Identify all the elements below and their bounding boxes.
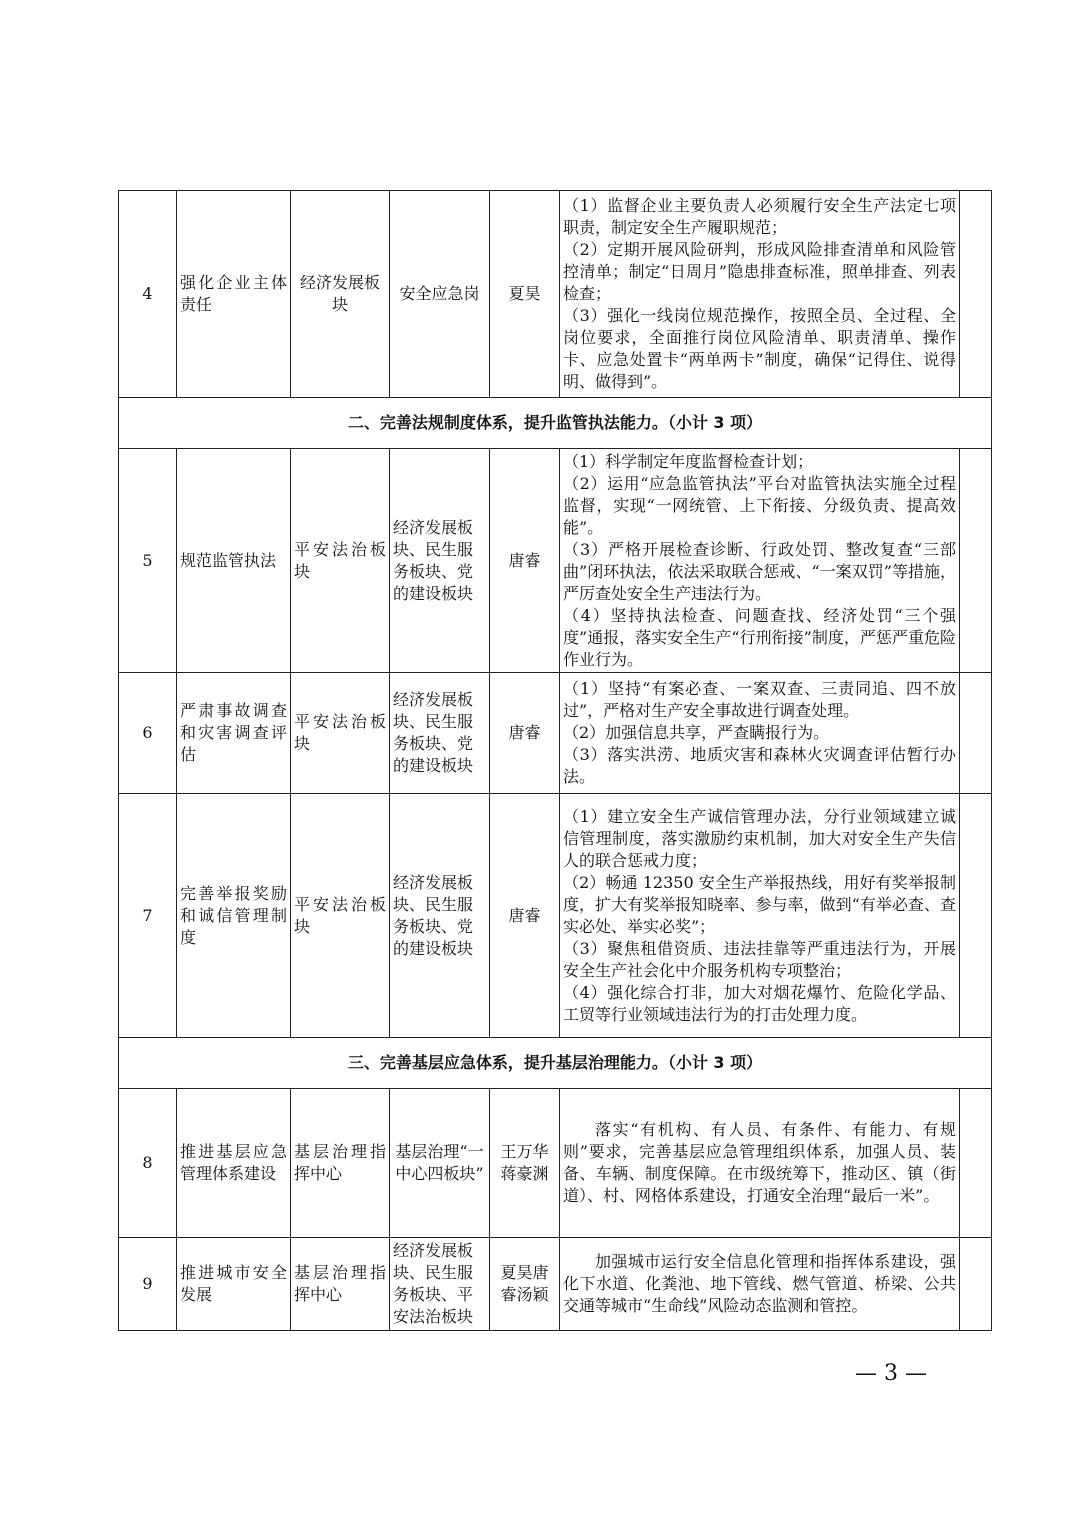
- responsible-dept: 经济发展板块、民生服务板块、党的建设板块: [390, 673, 490, 794]
- content-item: （1）坚持“有案必查、一案双查、三责同追、四不放过”，严格对生产安全事故进行调查处理。: [563, 679, 956, 720]
- table-row: [119, 673, 992, 794]
- responsible-person: 夏昊唐睿汤颖: [490, 1238, 560, 1331]
- responsible-dept: 安全应急岗: [390, 191, 490, 398]
- responsible-person: 夏昊: [490, 191, 560, 398]
- responsible-dept: 基层治理“一中心四板块”: [390, 1089, 490, 1238]
- task-name: 强化企业主体责任: [177, 191, 291, 398]
- page-number: — 3 —: [855, 1361, 927, 1386]
- lead-unit: 平安法治板块: [291, 673, 390, 794]
- responsible-person: 唐睿: [490, 449, 560, 673]
- responsible-dept: 经济发展板块、民生服务板块、平安法治板块: [390, 1238, 490, 1331]
- table-row: [119, 449, 992, 673]
- task-content: [560, 1089, 960, 1238]
- section-heading: 二、完善法规制度体系，提升监管执法能力。（小计 3 项）: [119, 398, 992, 449]
- section-heading-row: [119, 398, 992, 449]
- blank-cell: [960, 1238, 992, 1331]
- row-number: 7: [119, 794, 177, 1038]
- row-number: 8: [119, 1089, 177, 1238]
- lead-unit: 平安法治板块: [291, 449, 390, 673]
- row-number: 6: [119, 673, 177, 794]
- content-item: （1）建立安全生产诚信管理办法，分行业领域建立诚信管理制度，落实激励约束机制，加大对安全生产失信人的联合惩戒力度；: [563, 806, 956, 870]
- content-item: （1）监督企业主要负责人必须履行安全生产法定七项职责，制定安全生产履职规范；: [563, 196, 956, 237]
- content-item: （3）强化一线岗位规范操作，按照全员、全过程、全岗位要求，全面推行岗位风险清单、职责清单、操作卡、应急处置卡“两单两卡”制度，确保“记得住、说得明、做得到”。: [563, 306, 956, 391]
- content-item: （2）定期开展风险研判，形成风险排查清单和风险管控清单；制定“日周月”隐患排查标准，照单排查、列表检查；: [563, 240, 956, 303]
- lead-unit: 经济发展板块: [291, 191, 390, 398]
- task-content: [560, 1238, 960, 1331]
- section-heading-row: [119, 1038, 992, 1089]
- task-name: 规范监管执法: [177, 449, 291, 673]
- row-number: 9: [119, 1238, 177, 1331]
- task-table: [118, 190, 992, 1331]
- row-number: 4: [119, 191, 177, 398]
- content-item: （2）加强信息共享，严查瞒报行为。: [563, 723, 830, 742]
- table-row: [119, 1238, 992, 1331]
- blank-cell: [960, 191, 992, 398]
- blank-cell: [960, 1089, 992, 1238]
- content-item: （2）运用“应急监管执法”平台对监管执法实施全过程监督，实现“一网统管、上下衔接、分级负责、提高效能”。: [563, 473, 956, 537]
- content-item: （3）聚焦租借资质、违法挂靠等严重违法行为，开展安全生产社会化中介服务机构专项整治；: [563, 938, 956, 980]
- blank-cell: [960, 673, 992, 794]
- task-content: [560, 794, 960, 1038]
- content-item: （4）强化综合打非，加大对烟花爆竹、危险化学品、工贸等行业领域违法行为的打击处理力度。: [563, 982, 956, 1024]
- blank-cell: [960, 449, 992, 673]
- section-heading: 三、完善基层应急体系，提升基层治理能力。（小计 3 项）: [119, 1038, 992, 1089]
- content-item: 加强城市运行安全信息化管理和指挥体系建设，强化下水道、化粪池、地下管线、燃气管道、桥梁、公共交通等城市“生命线”风险动态监测和管控。: [563, 1252, 956, 1315]
- table-row: [119, 794, 992, 1038]
- responsible-dept: 经济发展板块、民生服务板块、党的建设板块: [390, 449, 490, 673]
- task-content: [560, 673, 960, 794]
- row-number: 5: [119, 449, 177, 673]
- table-row: [119, 191, 992, 398]
- content-item: （4）坚持执法检查、问题查找、经济处罚“三个强度”通报，落实安全生产“行刑衔接”制度，严惩严重危险作业行为。: [563, 605, 956, 669]
- lead-unit: 平安法治板块: [291, 794, 390, 1038]
- lead-unit: 基层治理指挥中心: [291, 1089, 390, 1238]
- content-item: （1）科学制定年度监督检查计划；: [563, 451, 814, 471]
- task-name: 完善举报奖励和诚信管理制度: [177, 794, 291, 1038]
- task-content: [560, 191, 960, 398]
- task-name: 推进基层应急管理体系建设: [177, 1089, 291, 1238]
- table-row: [119, 1089, 992, 1238]
- responsible-person: 唐睿: [490, 794, 560, 1038]
- content-item: （3）严格开展检查诊断、行政处罚、整改复查“三部曲”闭环执法，依法采取联合惩戒、“一案双罚”等措施，严厉查处安全生产违法行为。: [563, 539, 956, 603]
- blank-cell: [960, 794, 992, 1038]
- responsible-person: 唐睿: [490, 673, 560, 794]
- content-item: （3）落实洪涝、地质灾害和森林火灾调查评估暂行办法。: [563, 745, 956, 786]
- task-content: [560, 449, 960, 673]
- lead-unit: 基层治理指挥中心: [291, 1238, 390, 1331]
- task-name: 推进城市安全发展: [177, 1238, 291, 1331]
- task-name: 严肃事故调查和灾害调查评估: [177, 673, 291, 794]
- content-item: 落实“有机构、有人员、有条件、有能力、有规则”要求，完善基层应急管理组织体系，加强人员、装备、车辆、制度保障。在市级统筹下，推动区、镇（街道）、村、网格体系建设，打通安全治理“最后一米”。: [563, 1120, 956, 1205]
- responsible-person: 王万华蒋豪渊: [490, 1089, 560, 1238]
- content-item: （2）畅通 12350 安全生产举报热线，用好有奖举报制度，扩大有奖举报知晓率、参与率，做到“有举必查、查实必处、举实必奖”；: [563, 872, 956, 936]
- responsible-dept: 经济发展板块、民生服务板块、党的建设板块: [390, 794, 490, 1038]
